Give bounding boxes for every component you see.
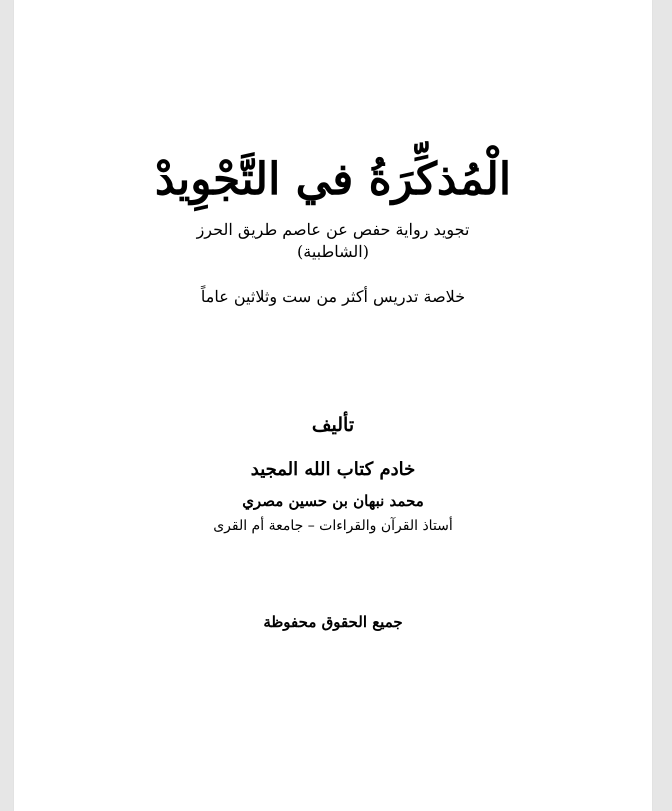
author-role: أستاذ القرآن والقراءات – جامعة أم القرى bbox=[213, 518, 453, 534]
book-title: الْمُذكِّرَةُ في التَّجْوِيدْ bbox=[154, 154, 512, 205]
author-name: محمد نبهان بن حسين مصري bbox=[242, 492, 424, 510]
copyright-notice: جميع الحقوق محفوظة bbox=[263, 613, 403, 631]
author-epithet: خادم كتاب الله المجيد bbox=[250, 459, 416, 480]
book-summary: خلاصة تدريس أكثر من ست وثلاثين عاماً bbox=[200, 287, 466, 306]
book-subtitle-qualifier: (الشاطبية) bbox=[297, 242, 369, 261]
book-subtitle: تجويد رواية حفص عن عاصم طريق الحرز bbox=[196, 220, 470, 239]
document-page bbox=[14, 0, 652, 811]
authored-label: تأليف bbox=[311, 414, 355, 436]
